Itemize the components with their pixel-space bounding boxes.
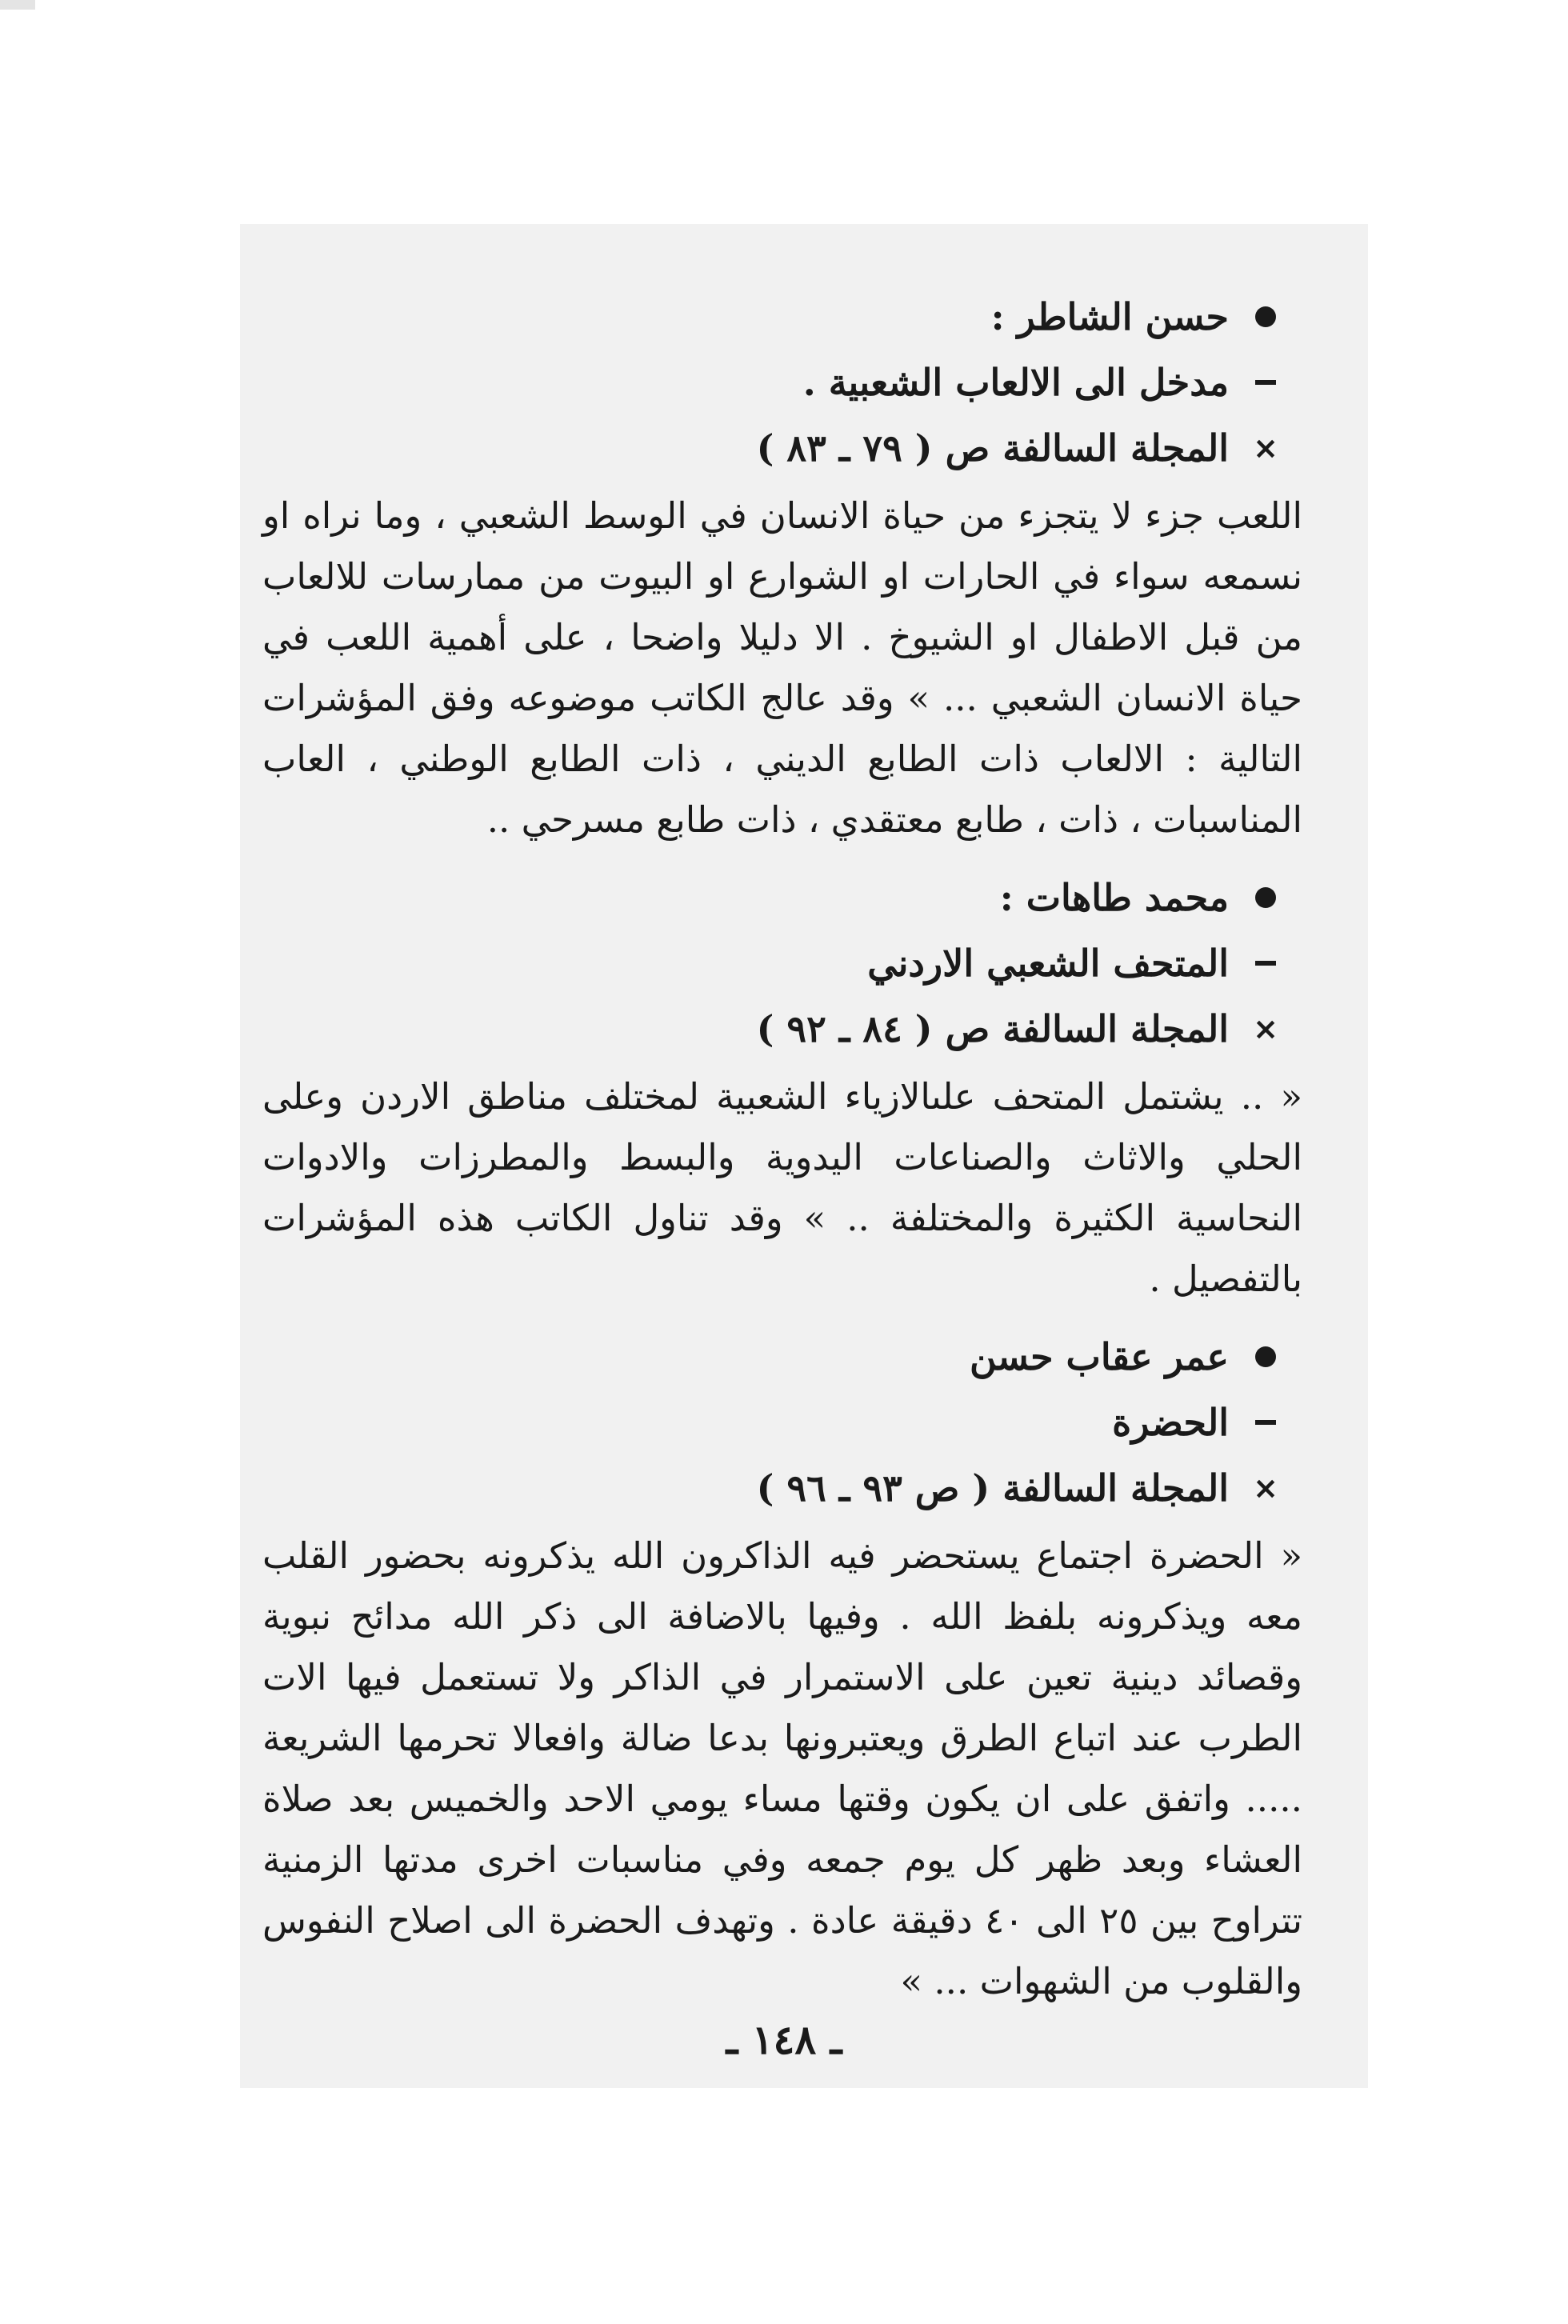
author-heading	[262, 1324, 1302, 1390]
author-heading	[262, 284, 1302, 350]
dash-icon	[1255, 380, 1276, 385]
source-reference	[262, 415, 1302, 481]
article-title	[262, 1390, 1302, 1455]
source-reference-text: المجلة السالفة ص ( ٨٤ ـ ٩٢ )	[756, 1007, 1229, 1050]
author-name: عمر عقاب حسن	[970, 1335, 1229, 1378]
source-reference	[262, 996, 1302, 1062]
article-title	[262, 350, 1302, 415]
summary-paragraph: اللعب جزء لا يتجزء من حياة الانسان في الوسط الشعبي ، وما نراه او نسمعه سواء في الحارات او الشوارع او البيوت من ممارسات للالعاب من قبل الاطفال او الشيوخ . الا دليلا واضحا ، على أهمية اللعب في حياة الانسان الشعبي ... » وقد عالج الكاتب موضوعه وفق المؤشرات التالية : الالعاب ذات الطابع الديني ، ذات الطابع الوطني ، العاب المناسبات ، ذات ، طابع معتقدي ، ذات طابع مسرحي ..	[262, 494, 1302, 841]
article-title-text: المتحف الشعبي الاردني	[867, 942, 1229, 985]
bullet-icon	[1255, 887, 1276, 908]
source-reference-text: المجلة السالفة ( ص ٩٣ ـ ٩٦ )	[756, 1466, 1229, 1510]
author-heading	[262, 865, 1302, 930]
article-title-text: الحضرة	[1112, 1401, 1229, 1444]
author-name: محمد طاهات :	[999, 876, 1229, 919]
article-title-text: مدخل الى الالعاب الشعبية .	[802, 361, 1229, 404]
dash-icon	[1255, 1420, 1276, 1425]
cross-icon: ×	[1253, 430, 1278, 466]
source-reference	[262, 1455, 1302, 1521]
page-number: ـ ١٤٨ ـ	[726, 2016, 842, 2063]
bullet-icon	[1255, 306, 1276, 327]
dash-icon	[1255, 961, 1276, 966]
summary-paragraph: « الحضرة اجتماع يستحضر فيه الذاكرون الله يذكرونه بحضور القلب معه ويذكرونه بلفظ الله . وفيها بالاضافة الى ذكر الله مدائح نبوية وقصائد دينية تعين على الاستمرار في الذاكر ولا تستعمل فيها الات الطرب عند اتباع الطرق ويعتبرونها بدعا ضالة وافعالا تحرمها الشريعة ..... واتفق على ان يكون وقتها مساء يومي الاحد والخميس بعد صلاة العشاء وبعد ظهر كل يوم جمعه وفي مناسبات اخرى مدتها الزمنية تتراوح بين ٢٥ الى ٤٠ دقيقة عادة . وتهدف الحضرة الى اصلاح النفوس والقلوب من الشهوات ... »	[262, 1534, 1302, 2002]
scan-edge-mark	[0, 0, 35, 10]
cross-icon: ×	[1253, 1470, 1278, 1506]
page-content	[262, 284, 1302, 2018]
author-name: حسن الشاطر :	[990, 295, 1229, 338]
cross-icon: ×	[1253, 1011, 1278, 1046]
summary-paragraph: « .. يشتمل المتحف علىالازياء الشعبية لمختلف مناطق الاردن وعلى الحلي والاثاث والصناعات اليدوية والبسط والمطرزات والادوات النحاسية الكثيرة والمختلفة .. » وقد تناول الكاتب هذه المؤشرات بالتفصيل .	[262, 1075, 1302, 1300]
source-reference-text: المجلة السالفة ص ( ٧٩ ـ ٨٣ )	[756, 426, 1229, 470]
bullet-icon	[1255, 1346, 1276, 1367]
article-title	[262, 930, 1302, 996]
